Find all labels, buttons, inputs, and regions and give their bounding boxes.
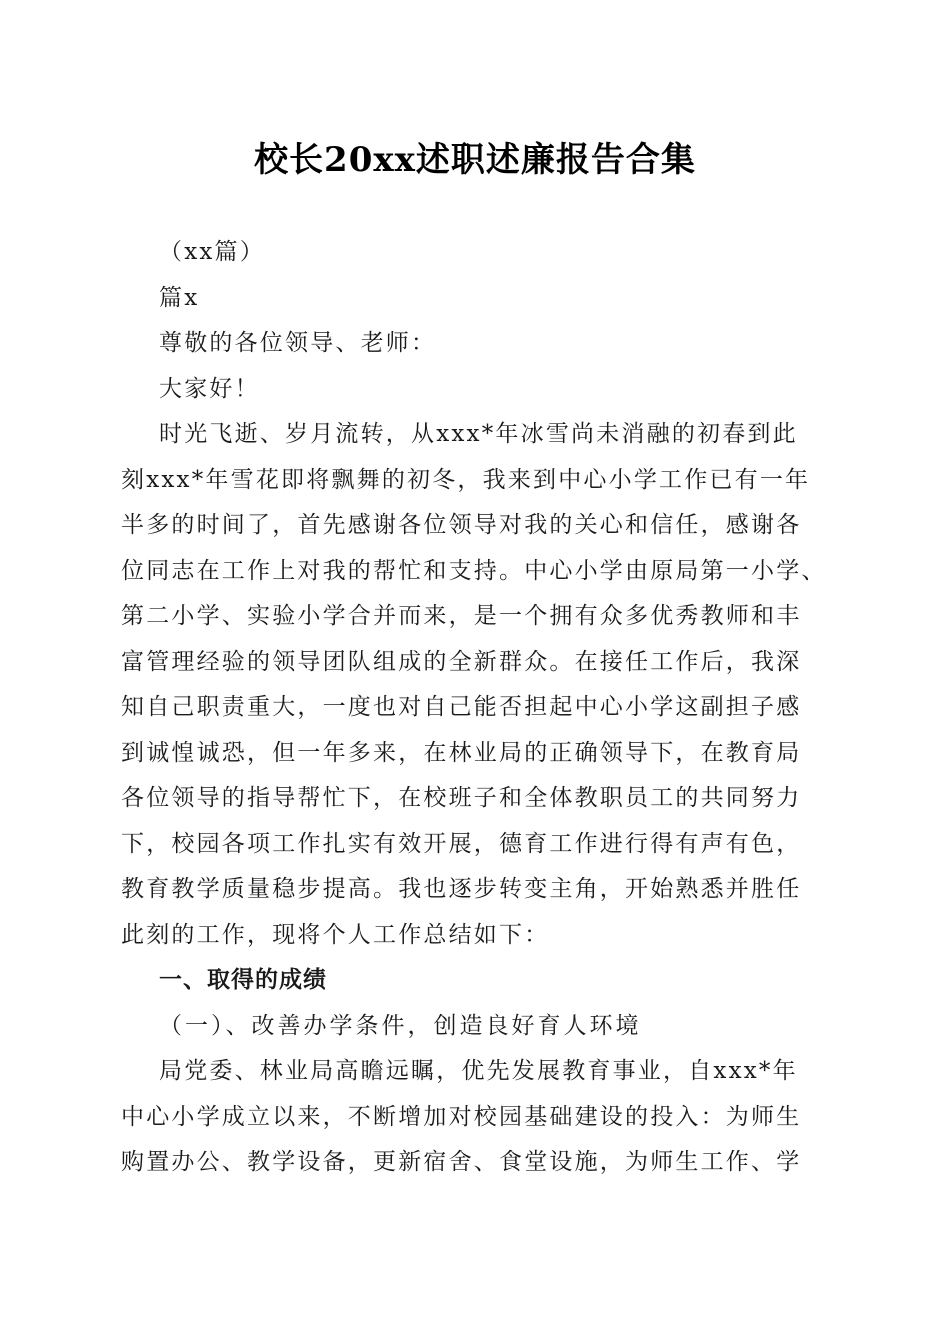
subtitle-count: （xx篇）	[159, 239, 265, 265]
paragraph-line: 富管理经验的领导团队组成的全新群众。在接任工作后，我深	[121, 648, 802, 675]
paragraph-line: 位同志在工作上对我的帮忙和支持。中心小学由原局第一小学、	[121, 557, 827, 584]
paragraph-line: 下，校园各项工作扎实有效开展，德育工作进行得有声有色，	[121, 830, 802, 857]
paragraph-line: 局党委、林业局高瞻远瞩，优先发展教育事业，自xxx*年	[159, 1058, 798, 1084]
paragraph-line: 第二小学、实验小学合并而来，是一个拥有众多优秀教师和丰	[121, 603, 802, 629]
paragraph-line: 此刻的工作，现将个人工作总结如下：	[121, 921, 550, 948]
document-title: 校长20xx述职述廉报告合集	[254, 140, 696, 180]
section-label: 篇x	[159, 284, 200, 311]
paragraph-line: 中心小学成立以来，不断增加对校园基础建设的投入：为师生	[121, 1103, 802, 1130]
section-heading: 一、取得的成绩	[159, 967, 327, 993]
paragraph-line: 各位领导的指导帮忙下，在校班子和全体教职员工的共同努力	[121, 785, 802, 811]
paragraph-line: 到诚惶诚恐，但一年多来，在林业局的正确领导下，在教育局	[121, 739, 802, 766]
document-body	[121, 230, 831, 1186]
paragraph-line: 时光飞逝、岁月流转，从xxx*年冰雪尚未消融的初春到此	[159, 421, 798, 447]
paragraph-line: 半多的时间了，首先感谢各位领导对我的关心和信任，感谢各	[121, 512, 802, 538]
salutation: 尊敬的各位领导、老师：	[159, 330, 437, 356]
paragraph-line: 购置办公、教学设备，更新宿舍、食堂设施，为师生工作、学	[121, 1149, 802, 1175]
paragraph-line: 刻xxx*年雪花即将飘舞的初冬，我来到中心小学工作已有一年	[121, 466, 811, 493]
paragraph-line: 知自己职责重大，一度也对自己能否担起中心小学这副担子感	[121, 694, 802, 720]
greeting: 大家好！	[159, 375, 260, 402]
subsection-heading: （一）、改善办学条件，创造良好育人环境	[159, 1012, 642, 1039]
paragraph-line: 教育教学质量稳步提高。我也逐步转变主角，开始熟悉并胜任	[121, 876, 802, 902]
